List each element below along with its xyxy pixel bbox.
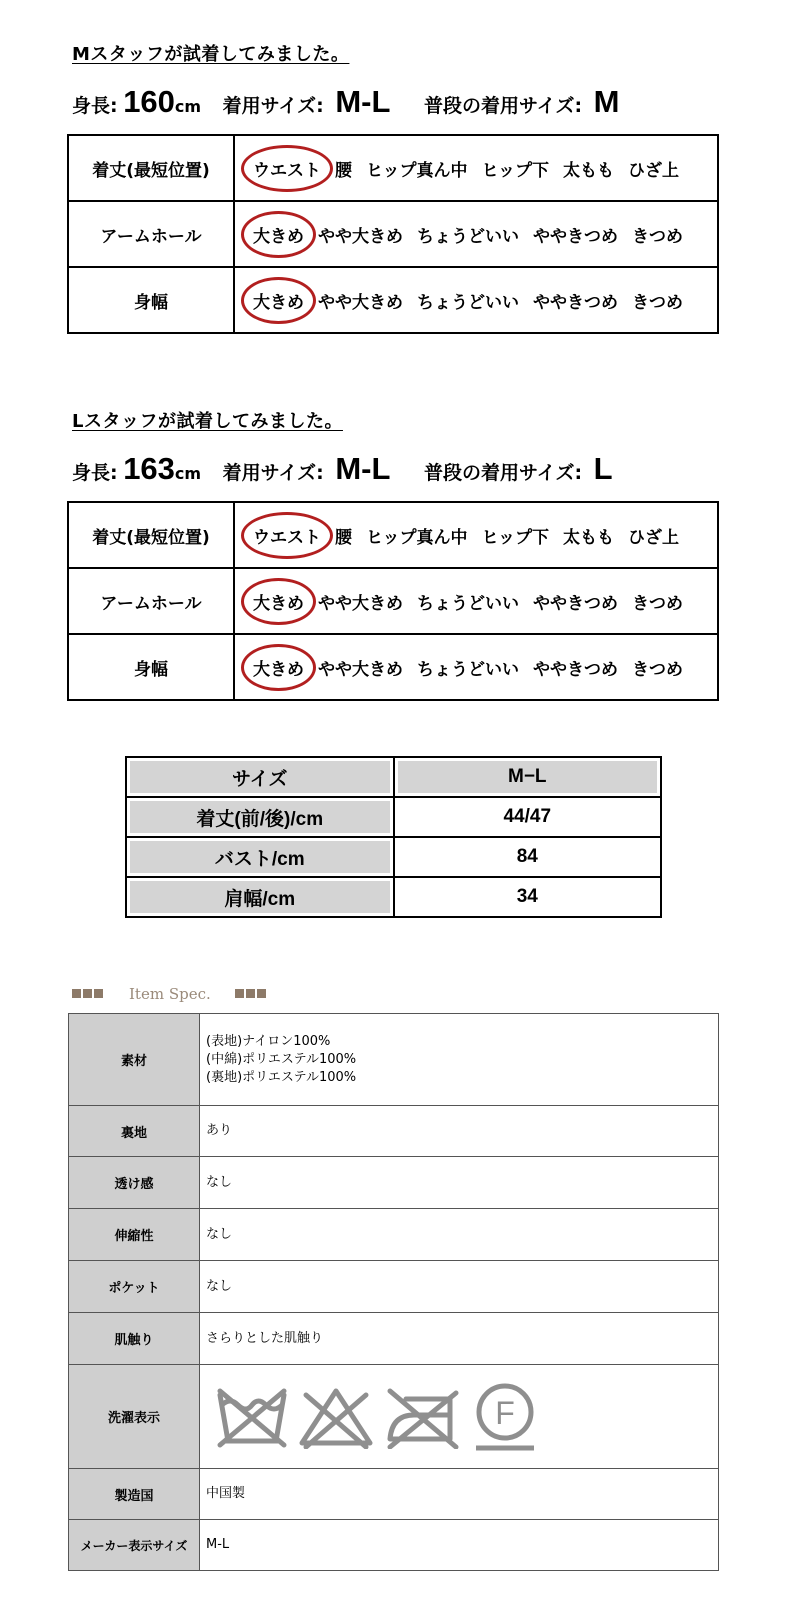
height-label: 身長: bbox=[72, 95, 118, 117]
spec-row-lining bbox=[69, 1106, 719, 1157]
spec-value: なし bbox=[200, 1209, 719, 1261]
usual-size-label: 普段の着用サイズ: bbox=[424, 462, 583, 484]
fit-option: ヒップ下 bbox=[481, 527, 549, 548]
fit-option-selected: 大きめ bbox=[253, 222, 304, 247]
wear-size-label: 着用サイズ: bbox=[222, 95, 324, 117]
fit-option: ややきつめ bbox=[533, 292, 618, 313]
square-icon bbox=[235, 989, 244, 998]
spec-key: 伸縮性 bbox=[69, 1209, 200, 1261]
size-row-value: 84 bbox=[394, 837, 661, 877]
m-staff-fit-table bbox=[67, 134, 719, 334]
size-header-row bbox=[126, 757, 661, 797]
fit-option: きつめ bbox=[632, 659, 683, 680]
height-label: 身長: bbox=[72, 462, 118, 484]
usual-size-value: M bbox=[593, 84, 620, 119]
fit-option: ヒップ下 bbox=[481, 160, 549, 181]
fit-row-label: アームホール bbox=[68, 568, 234, 634]
fit-option: やや大きめ bbox=[318, 593, 403, 614]
spec-row-country bbox=[69, 1469, 719, 1520]
fit-option: ややきつめ bbox=[533, 593, 618, 614]
fit-option: ちょうどいい bbox=[417, 292, 519, 313]
spec-row-care bbox=[69, 1365, 719, 1469]
svg-text:F: F bbox=[495, 1394, 515, 1431]
fit-option: きつめ bbox=[632, 226, 683, 247]
size-row bbox=[126, 837, 661, 877]
height-value: 163 bbox=[123, 451, 175, 486]
size-row-label: 肩幅/cm bbox=[126, 877, 394, 917]
spec-key: 製造国 bbox=[69, 1469, 200, 1520]
spec-key: 透け感 bbox=[69, 1157, 200, 1209]
usual-size-value: L bbox=[593, 451, 613, 486]
fit-option: 太もも bbox=[563, 527, 614, 548]
m-staff-heading: Mスタッフが試着してみました。 bbox=[72, 44, 350, 65]
material-line: (裏地)ポリエステル100% bbox=[206, 1069, 357, 1085]
fit-row bbox=[68, 634, 718, 700]
spec-key: 洗濯表示 bbox=[69, 1365, 200, 1469]
care-icons bbox=[200, 1382, 718, 1452]
spec-key: 裏地 bbox=[69, 1106, 200, 1157]
fit-option: やや大きめ bbox=[318, 292, 403, 313]
fit-options bbox=[234, 201, 718, 267]
item-spec-table bbox=[68, 1013, 719, 1571]
spec-value: なし bbox=[200, 1157, 719, 1209]
size-row bbox=[126, 877, 661, 917]
spec-row-pocket bbox=[69, 1261, 719, 1313]
square-icon bbox=[83, 989, 92, 998]
m-staff-info bbox=[72, 84, 648, 120]
fit-option: ちょうどいい bbox=[417, 659, 519, 680]
square-icon bbox=[246, 989, 255, 998]
size-header-value: M−L bbox=[394, 757, 661, 797]
fit-row bbox=[68, 568, 718, 634]
fit-options bbox=[234, 568, 718, 634]
l-staff-heading: Lスタッフが試着してみました。 bbox=[72, 411, 343, 432]
dry-clean-f-icon bbox=[470, 1382, 540, 1452]
fit-row bbox=[68, 502, 718, 568]
spec-value: なし bbox=[200, 1261, 719, 1313]
size-row-label: バスト/cm bbox=[126, 837, 394, 877]
fit-option-selected: ウエスト bbox=[253, 156, 321, 181]
spec-key: 肌触り bbox=[69, 1313, 200, 1365]
usual-size-label: 普段の着用サイズ: bbox=[424, 95, 583, 117]
wear-size-value: M-L bbox=[335, 451, 391, 486]
height-unit: cm bbox=[174, 464, 202, 483]
spec-key: メーカー表示サイズ bbox=[69, 1520, 200, 1571]
spec-row-sheer bbox=[69, 1157, 719, 1209]
item-spec-title bbox=[72, 985, 268, 1003]
spec-value: あり bbox=[200, 1106, 719, 1157]
size-row-value: 44/47 bbox=[394, 797, 661, 837]
no-bleach-icon bbox=[298, 1385, 374, 1449]
fit-option: ややきつめ bbox=[533, 226, 618, 247]
fit-row-label: 身幅 bbox=[68, 634, 234, 700]
fit-option-selected: 大きめ bbox=[253, 655, 304, 680]
material-line: (中綿)ポリエステル100% bbox=[206, 1051, 357, 1067]
spec-row-maker-size bbox=[69, 1520, 719, 1571]
size-row bbox=[126, 797, 661, 837]
wear-size-label: 着用サイズ: bbox=[222, 462, 324, 484]
fit-row-label: 身幅 bbox=[68, 267, 234, 333]
no-iron-icon bbox=[384, 1385, 460, 1449]
spec-row-stretch bbox=[69, 1209, 719, 1261]
material-line: (表地)ナイロン100% bbox=[206, 1033, 331, 1049]
spec-value: 中国製 bbox=[200, 1469, 719, 1520]
fit-option: ひざ上 bbox=[628, 160, 679, 181]
fit-option: やや大きめ bbox=[318, 659, 403, 680]
fit-option: ヒップ真ん中 bbox=[366, 527, 468, 548]
fit-options bbox=[234, 634, 718, 700]
item-spec-label: Item Spec. bbox=[129, 985, 211, 1003]
fit-row-label: アームホール bbox=[68, 201, 234, 267]
fit-option-selected: ウエスト bbox=[253, 523, 321, 548]
spec-value: M-L bbox=[200, 1520, 719, 1571]
fit-option: きつめ bbox=[632, 593, 683, 614]
l-staff-fit-table bbox=[67, 501, 719, 701]
size-row-value: 34 bbox=[394, 877, 661, 917]
fit-options bbox=[234, 267, 718, 333]
fit-option: ひざ上 bbox=[628, 527, 679, 548]
fit-row bbox=[68, 201, 718, 267]
fit-row-label: 着丈(最短位置) bbox=[68, 502, 234, 568]
fit-option: 腰 bbox=[335, 160, 352, 181]
fit-row bbox=[68, 135, 718, 201]
spec-value bbox=[200, 1014, 719, 1106]
fit-option: きつめ bbox=[632, 292, 683, 313]
fit-options bbox=[234, 502, 718, 568]
fit-option: 太もも bbox=[563, 160, 614, 181]
fit-option-selected: 大きめ bbox=[253, 288, 304, 313]
spec-value: さらりとした肌触り bbox=[200, 1313, 719, 1365]
fit-option: ちょうどいい bbox=[417, 226, 519, 247]
size-table bbox=[125, 756, 662, 918]
height-unit: cm bbox=[174, 97, 202, 116]
fit-option: ちょうどいい bbox=[417, 593, 519, 614]
spec-row-touch bbox=[69, 1313, 719, 1365]
height-value: 160 bbox=[123, 84, 175, 119]
no-wash-icon bbox=[216, 1385, 288, 1449]
fit-row-label: 着丈(最短位置) bbox=[68, 135, 234, 201]
fit-options bbox=[234, 135, 718, 201]
wear-size-value: M-L bbox=[335, 84, 391, 119]
spec-key: ポケット bbox=[69, 1261, 200, 1313]
square-icon bbox=[257, 989, 266, 998]
spec-row-material bbox=[69, 1014, 719, 1106]
fit-row bbox=[68, 267, 718, 333]
fit-option: 腰 bbox=[335, 527, 352, 548]
size-row-label: 着丈(前/後)/cm bbox=[126, 797, 394, 837]
fit-option: ヒップ真ん中 bbox=[366, 160, 468, 181]
fit-option: やや大きめ bbox=[318, 226, 403, 247]
square-icon bbox=[94, 989, 103, 998]
size-header-label: サイズ bbox=[126, 757, 394, 797]
fit-option-selected: 大きめ bbox=[253, 589, 304, 614]
spec-value bbox=[200, 1365, 719, 1469]
spec-key: 素材 bbox=[69, 1014, 200, 1106]
fit-option: ややきつめ bbox=[533, 659, 618, 680]
l-staff-info bbox=[72, 451, 641, 487]
square-icon bbox=[72, 989, 81, 998]
